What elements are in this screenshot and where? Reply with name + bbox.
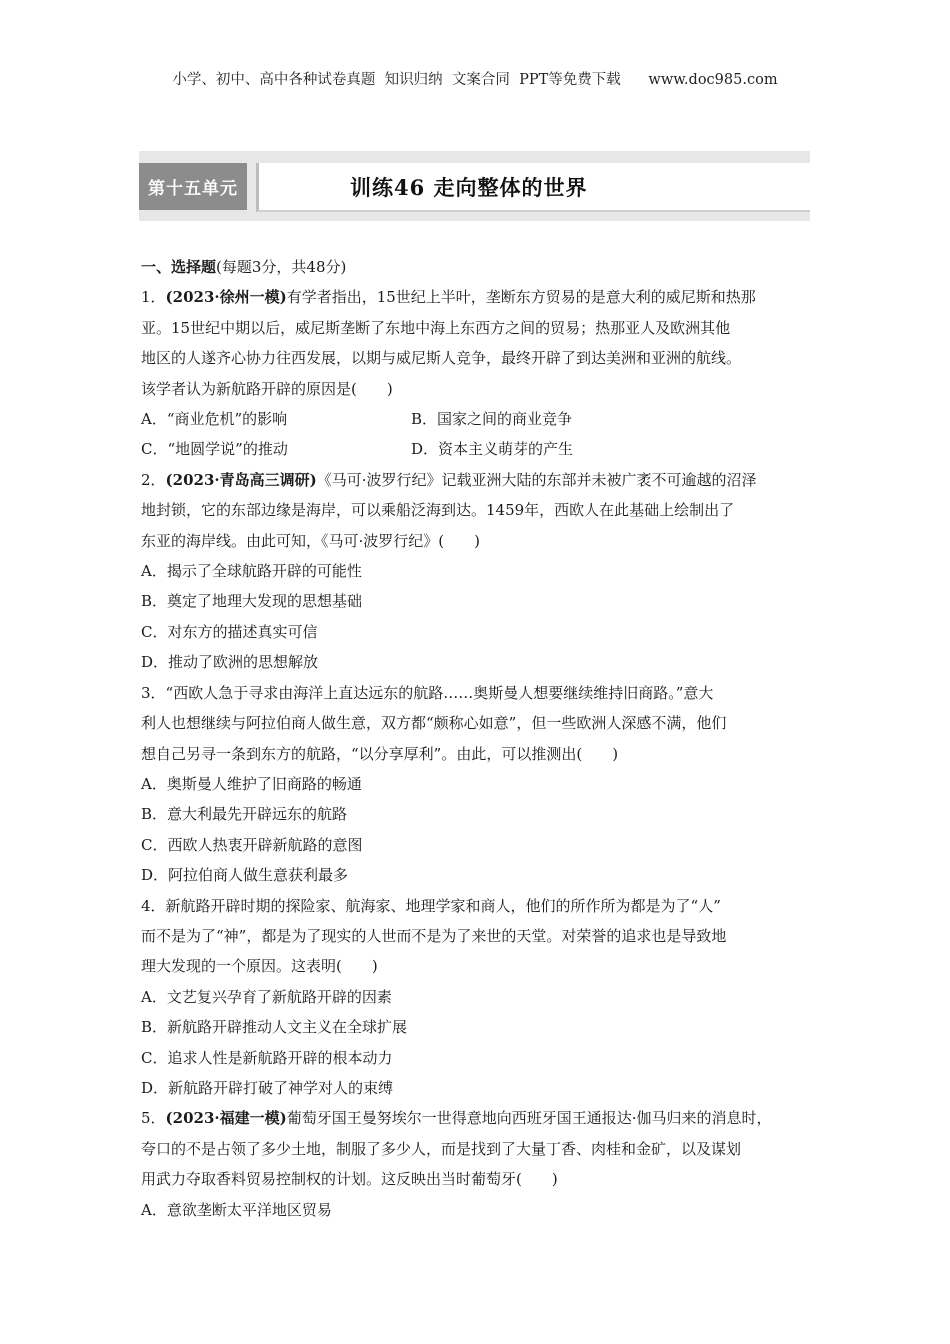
- unit-banner: [139, 151, 810, 221]
- question-source: (2023·徐州一模): [165, 288, 287, 307]
- option-d: D．阿拉伯商人做生意获利最多: [141, 866, 349, 885]
- unit-label: 第十五单元: [139, 163, 247, 210]
- option-a: A．意欲垄断太平洋地区贸易: [141, 1200, 332, 1219]
- option-b: B．新航路开辟推动人文主义在全球扩展: [141, 1018, 408, 1037]
- header-url: www.doc985.com: [648, 72, 778, 88]
- option-a: A．文艺复兴孕育了新航路开辟的因素: [141, 987, 392, 1006]
- option-a: A．“商业危机”的影响: [141, 410, 288, 429]
- option-b: B．国家之间的商业竞争: [411, 410, 573, 429]
- option-c: C．西欧人热衷开辟新航路的意图: [141, 835, 363, 854]
- question-2: 2．(2023·青岛高三调研)《马可·波罗行纪》记载亚洲大陆的东部并未被广袤不可逾越的沼泽 地封锁，它的东部边缘是海岸，可以乘船泛海到达。1459年，西欧人在此基础上绘制出了 东亚的海岸线。由此可知，《马可·波罗行纪》( ) A．揭示了全球航路开辟的可能性 B．奠定了地理大发现的思想基础 C．对东方的描述真实可信 D．推动了欧洲的思想解放: [141, 465, 831, 678]
- option-b: B．奠定了地理大发现的思想基础: [141, 592, 363, 611]
- option-c: C．“地圆学说”的推动: [141, 440, 288, 459]
- question-source: (2023·青岛高三调研): [165, 470, 317, 489]
- question-1: 1．(2023·徐州一模)有学者指出，15世纪上半叶，垄断东方贸易的是意大利的威尼斯和热那 亚。15世纪中期以后，威尼斯垄断了东地中海上东西方之间的贸易；热那亚人及欧洲其他 地区的人遂齐心协力往西发展，以期与威尼斯人竞争，最终开辟了到达美洲和亚洲的航线。 该学者认为新航路开辟的原因是( ) A．“商业危机”的影响 B．国家之间的商业竞争 C．“地圆学说”的推动 D．资本主义萌芽的产生: [141, 282, 831, 464]
- title-box: [256, 163, 810, 212]
- option-a: A．奥斯曼人维护了旧商路的畅通: [141, 774, 362, 793]
- header-slogan: 小学、初中、高中各种试卷真题 知识归纳 文案合同 PPT等免费下载: [172, 72, 621, 88]
- question-5: 5．(2023·福建一模)葡萄牙国王曼努埃尔一世得意地向西班牙国王通报达·伽马归来的消息时， 夸口的不是占领了多少土地，制服了多少人，而是找到了大量丁香、肉桂和金矿，以及谋划 用武力夺取香料贸易控制权的计划。这反映出当时葡萄牙( ) A．意欲垄断太平洋地区贸易: [141, 1103, 831, 1225]
- option-c: C．对东方的描述真实可信: [141, 622, 318, 641]
- question-3: 3．“西欧人急于寻求由海洋上直达远东的航路……奥斯曼人想要继续维持旧商路。”意大 利人也想继续与阿拉伯商人做生意，双方都“颇称心如意”，但一些欧洲人深感不满，他们 想自己另寻一条到东方的航路，“以分享厚利”。由此，可以推测出( ) A．奥斯曼人维护了旧商路的畅通 B．意大利最先开辟远东的航路 C．西欧人热衷开辟新航路的意图 D．阿拉伯商人做生意获利最多: [141, 678, 831, 891]
- question-source: (2023·福建一模): [165, 1109, 287, 1128]
- question-number: 2．: [141, 470, 166, 489]
- option-b: B．意大利最先开辟远东的航路: [141, 805, 348, 824]
- exam-content: [141, 252, 831, 1225]
- site-header: [0, 68, 950, 89]
- question-number: 3．: [141, 683, 166, 702]
- option-d: D．推动了欧洲的思想解放: [141, 653, 319, 672]
- question-number: 4．: [141, 896, 166, 915]
- option-row: [141, 434, 831, 464]
- option-a: A．揭示了全球航路开辟的可能性: [141, 562, 362, 581]
- page-title: 训练46 走向整体的世界: [350, 174, 588, 200]
- question-4: 4．新航路开辟时期的探险家、航海家、地理学家和商人，他们的所作所为都是为了“人” 而不是为了“神”，都是为了现实的人世而不是为了来世的天堂。对荣誉的追求也是导致地 理大发现的一个原因。这表明( ) A．文艺复兴孕育了新航路开辟的因素 B．新航路开辟推动人文主义在全球扩展 C．追求人性是新航路开辟的根本动力 D．新航路开辟打破了神学对人的束缚: [141, 891, 831, 1104]
- question-number: 1．: [141, 288, 166, 307]
- option-d: D．新航路开辟打破了神学对人的束缚: [141, 1078, 394, 1097]
- option-row: [141, 404, 831, 434]
- question-number: 5．: [141, 1109, 166, 1128]
- option-d: D．资本主义萌芽的产生: [411, 440, 574, 459]
- section-heading: 一、选择题(每题3分，共48分): [141, 258, 347, 276]
- option-c: C．追求人性是新航路开辟的根本动力: [141, 1048, 393, 1067]
